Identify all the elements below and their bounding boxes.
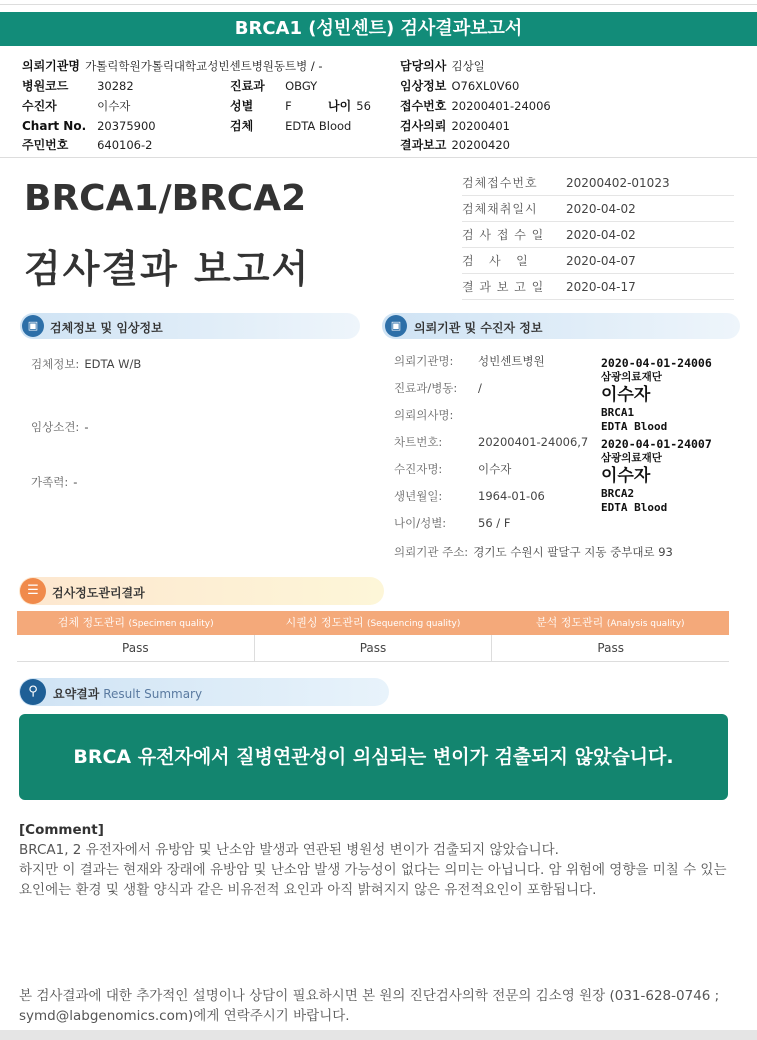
address-row	[394, 541, 673, 560]
label-name: 이수자	[601, 466, 651, 486]
date-label: 결 과 보 고 일	[462, 280, 545, 294]
date-label: 검체채취일시	[462, 202, 538, 216]
field-label: 의뢰기관 주소:	[394, 545, 469, 559]
clinical-row	[31, 416, 89, 435]
ribbon-icon: ⚲	[20, 679, 46, 705]
hospital-icon: ▣	[385, 315, 407, 337]
field-label: 생년월일:	[394, 489, 443, 503]
family-history-row	[31, 471, 77, 490]
info-value: 56	[356, 99, 371, 113]
qc-header-main: 분석 정도관리	[536, 616, 604, 629]
info-label: Chart No.	[22, 119, 87, 133]
specimen-label-1	[601, 356, 741, 434]
info-value: 가톨릭학원가톨릭대학교성빈센트병원	[85, 59, 274, 73]
label-org: 삼광의료재단	[601, 371, 662, 383]
qc-value: Pass	[255, 635, 493, 661]
qc-column-header	[17, 611, 254, 635]
qc-header-main: 시퀀싱 정도관리	[285, 616, 364, 629]
info-value: F	[285, 99, 292, 113]
field-value: 20200401-24006,7	[478, 435, 589, 449]
field-value: 56 / F	[478, 516, 511, 530]
qc-title: 검사정도관리결과	[52, 586, 145, 600]
info-value: OBGY	[285, 79, 318, 93]
qc-value: Pass	[597, 641, 624, 655]
qc-header-main: 검체 정도관리	[57, 616, 125, 629]
date-row	[462, 274, 734, 300]
info-value: O76XL0V60	[451, 79, 520, 93]
label-id: 2020-04-01-24007	[601, 437, 712, 451]
field-label: 차트번호:	[394, 435, 443, 449]
field-label: 수진자명:	[394, 462, 443, 476]
info-label: 나이	[328, 99, 352, 113]
contact-footer: 본 검사결과에 대한 추가적인 설명이나 상담이 필요하시면 본 원의 진단검사의학 전문의 김소영 원장 (031-628-0746 ; symd@labgenomics.com)에게 연락주시기 바랍니다.	[19, 988, 720, 1024]
label-gene: BRCA2	[601, 487, 635, 500]
institution-info-title: 의뢰기관 및 수진자 정보	[414, 321, 543, 335]
info-label: 접수번호	[400, 99, 447, 113]
info-label: 수진자	[22, 99, 57, 113]
info-label: 의뢰기관명	[22, 59, 80, 73]
info-value: 이수자	[97, 99, 131, 113]
field-row	[394, 431, 604, 458]
info-value: 동트병 / -	[273, 59, 323, 73]
info-label: 진료과	[230, 79, 265, 93]
field-label: 의뢰의사명:	[394, 408, 454, 422]
label-org: 삼광의료재단	[601, 452, 662, 464]
qc-column-header	[492, 611, 729, 635]
qc-header-sub: (Specimen quality)	[128, 619, 214, 629]
date-row	[462, 248, 734, 274]
field-row	[394, 377, 604, 404]
label-name: 이수자	[601, 385, 651, 405]
field-value: /	[478, 381, 482, 395]
report-title-line2: 검사결과 보고서	[24, 247, 311, 291]
dates-table	[462, 170, 734, 300]
date-value: 2020-04-07	[566, 253, 636, 268]
top-edge	[0, 0, 757, 5]
field-label: 검체정보:	[31, 357, 80, 371]
field-row	[394, 404, 604, 431]
date-value: 2020-04-02	[566, 201, 636, 216]
result-summary-box: BRCA 유전자에서 질병연관성이 의심되는 변이가 검출되지 않았습니다.	[19, 714, 728, 800]
label-id: 2020-04-01-24006	[601, 356, 712, 370]
info-value: 20200401	[451, 119, 511, 133]
date-row	[462, 222, 734, 248]
field-value: 1964-01-06	[478, 489, 545, 503]
field-value: 경기도 수원시 팔달구 지동 중부대로 93	[473, 545, 673, 559]
qc-table-row	[17, 635, 729, 662]
label-sample: EDTA Blood	[601, 420, 668, 433]
field-label: 가족력:	[31, 475, 69, 489]
field-label: 의뢰기관명:	[394, 354, 454, 368]
field-label: 나이/성별:	[394, 516, 447, 530]
comment-line: BRCA1, 2 유전자에서 유방암 및 난소암 발생과 연관된 병원성 변이가 검출되지 않았습니다.	[19, 842, 559, 858]
field-value: -	[73, 475, 78, 489]
field-row	[394, 485, 604, 512]
qc-header-sub: (Sequencing quality)	[366, 619, 461, 629]
date-value: 2020-04-17	[566, 279, 636, 294]
info-value: 20375900	[97, 119, 156, 133]
specimen-info-title: 검체정보 및 임상정보	[50, 321, 163, 335]
label-sample: EDTA Blood	[601, 501, 668, 514]
info-value: 640106-2	[97, 138, 153, 152]
comment-section	[19, 820, 741, 900]
qc-value: Pass	[17, 635, 255, 661]
comment-line: 하지만 이 결과는 현재와 장래에 유방암 및 난소암 발생 가능성이 없다는 의미는 아닙니다. 암 위험에 영향을 미칠 수 있는 요인에는 환경 및 생활 양식과 같은 비유전적 요인과 아직 밝혀지지 않은 유전적요인이 포함됩니다.	[19, 862, 727, 898]
date-label: 검 사 일	[462, 254, 529, 268]
info-value: 20200420	[451, 138, 511, 152]
qc-header-sub: (Analysis quality)	[606, 619, 685, 629]
field-row	[394, 458, 604, 485]
field-value: -	[84, 420, 89, 434]
date-label: 검체접수번호	[462, 176, 538, 190]
bottom-edge	[0, 1030, 757, 1040]
date-row	[462, 196, 734, 222]
qc-column-header	[254, 611, 491, 635]
field-label: 임상소견:	[31, 420, 80, 434]
specimen-label-2	[601, 437, 741, 515]
info-label: 검사의뢰	[400, 119, 447, 133]
field-label: 진료과/병동:	[394, 381, 458, 395]
date-row	[462, 170, 734, 196]
field-value: 성빈센트병원	[478, 354, 545, 368]
field-row	[394, 512, 604, 539]
checklist-icon: ☰	[20, 578, 46, 604]
summary-title-en: Result Summary	[103, 687, 203, 701]
institution-fields	[394, 350, 604, 539]
section-divider	[0, 157, 757, 158]
info-value: EDTA Blood	[285, 119, 352, 133]
comment-heading: [Comment]	[19, 822, 104, 838]
report-header: BRCA1 (성빈센트) 검사결과보고서	[0, 12, 757, 46]
info-label: 담당의사	[400, 59, 447, 73]
date-value: 2020-04-02	[566, 227, 636, 242]
label-gene: BRCA1	[601, 406, 635, 419]
info-value: 김상일	[451, 59, 485, 73]
info-label: 임상정보	[400, 79, 447, 93]
info-value: 20200401-24006	[451, 99, 551, 113]
date-value: 20200402-01023	[566, 175, 670, 190]
date-label: 검 사 접 수 일	[462, 228, 545, 242]
field-value: EDTA W/B	[84, 357, 142, 371]
info-value: 30282	[97, 79, 134, 93]
summary-title-ko: 요약결과	[53, 687, 100, 701]
field-value: 이수자	[478, 462, 512, 476]
clipboard-icon: ▣	[22, 315, 44, 337]
info-label: 검체	[230, 119, 254, 133]
summary-title	[53, 685, 202, 702]
info-label: 병원코드	[22, 79, 69, 93]
qc-table-header	[17, 611, 729, 635]
info-label: 결과보고	[400, 138, 447, 152]
specimen-row	[31, 353, 141, 372]
report-title-line1: BRCA1/BRCA2	[24, 178, 307, 219]
info-label: 성별	[230, 99, 254, 113]
info-label: 주민번호	[22, 138, 69, 152]
field-row	[394, 350, 604, 377]
